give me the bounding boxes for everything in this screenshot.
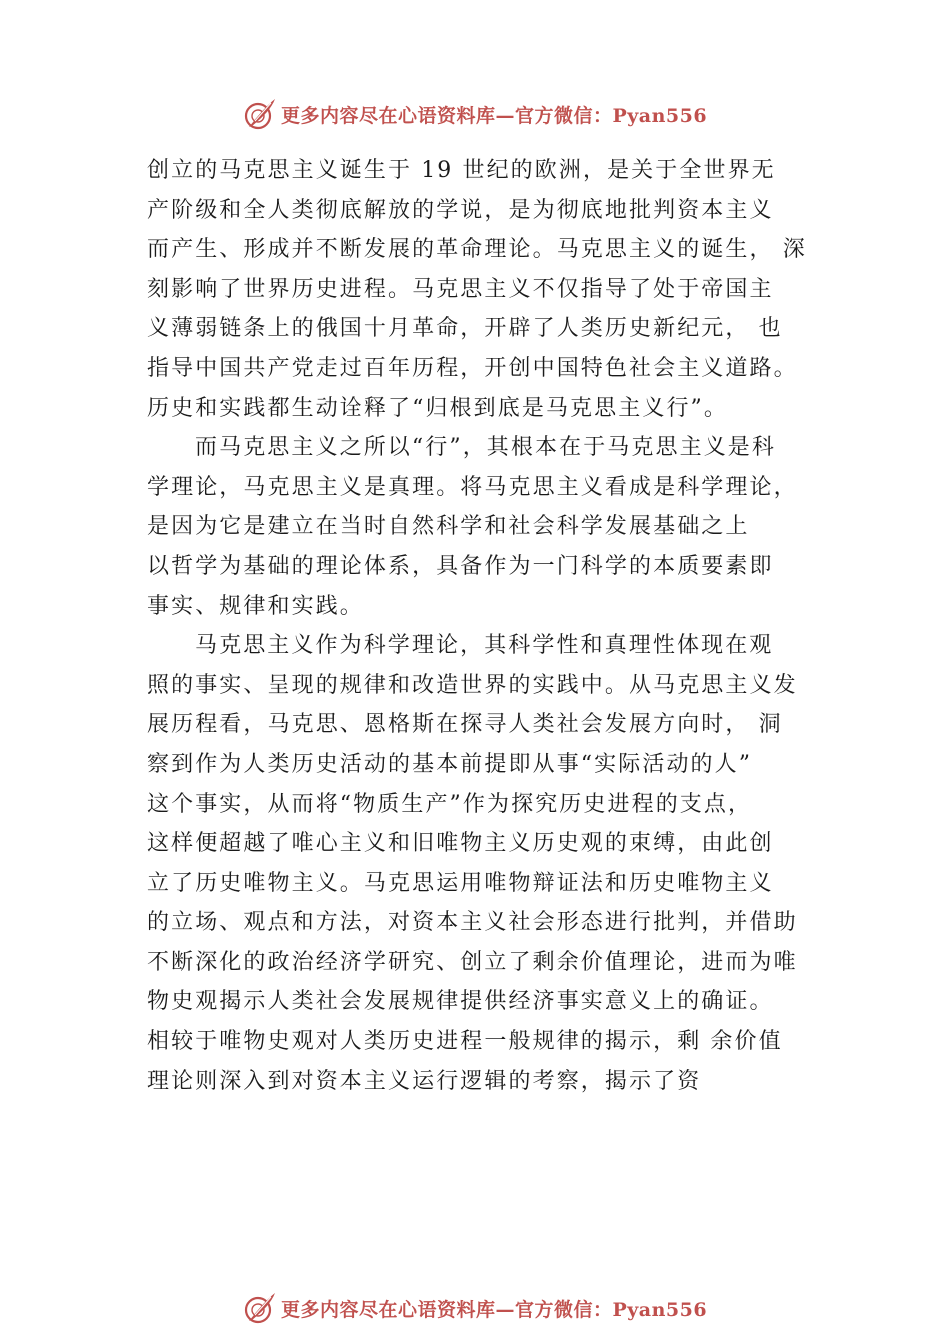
text-line: 产阶级和全人类彻底解放的学说，是为彻底地批判资本主义 xyxy=(147,197,774,223)
text-line: 而产生、形成并不断发展的革命理论。马克思主义的诞生， 深 xyxy=(147,237,807,263)
feather-quill-logo-icon xyxy=(243,1291,277,1325)
text-line: 照的事实、呈现的规律和改造世界的实践中。从马克思主义发 xyxy=(147,672,798,698)
header-banner xyxy=(0,94,950,134)
text-line: 事实、规律和实践。 xyxy=(147,593,364,619)
text-line: 以哲学为基础的理论体系，具备作为一门科学的本质要素即 xyxy=(147,553,774,579)
paragraph-start-line: 而马克思主义之所以“行”，其根本在于马克思主义是科 xyxy=(195,435,776,461)
text-line: 这样便超越了唯心主义和旧唯物主义历史观的束缚，由此创 xyxy=(147,831,774,857)
header-banner-text: 更多内容尽在心语资料库—官方微信：Pyan556 xyxy=(280,104,708,127)
footer-banner-text: 更多内容尽在心语资料库—官方微信：Pyan556 xyxy=(280,1298,708,1321)
text-line: 义薄弱链条上的俄国十月革命，开辟了人类历史新纪元， 也 xyxy=(147,316,783,342)
text-line: 相较于唯物史观对人类历史进程一般规律的揭示，剩 余价值 xyxy=(147,1029,783,1055)
text-line: 的立场、观点和方法，对资本主义社会形态进行批判，并借助 xyxy=(147,910,798,936)
text-line: 是因为它是建立在当时自然科学和社会科学发展基础之上 xyxy=(147,514,750,540)
text-line: 学理论，马克思主义是真理。将马克思主义看成是科学理论， xyxy=(147,474,798,500)
text-line: 不断深化的政治经济学研究、创立了剩余价值理论，进而为唯 xyxy=(147,949,798,975)
feather-quill-logo-icon xyxy=(243,97,277,131)
text-line: 理论则深入到对资本主义运行逻辑的考察，揭示了资 xyxy=(147,1068,702,1094)
text-line: 这个事实，从而将“物质生产”作为探究历史进程的支点， xyxy=(147,791,753,817)
text-line: 展历程看，马克思、恩格斯在探寻人类社会发展方向时， 洞 xyxy=(147,712,783,738)
text-line: 指导中国共产党走过百年历程，开创中国特色社会主义道路。 xyxy=(147,355,798,381)
document-body xyxy=(147,151,827,1101)
text-line: 立了历史唯物主义。马克思运用唯物辩证法和历史唯物主义 xyxy=(147,870,774,896)
paragraph-start-line: 马克思主义作为科学理论，其科学性和真理性体现在观 xyxy=(195,633,774,659)
text-line: 刻影响了世界历史进程。马克思主义不仅指导了处于帝国主 xyxy=(147,276,774,302)
text-line: 创立的马克思主义诞生于 19 世纪的欧洲，是关于全世界无 xyxy=(147,158,776,183)
text-line: 察到作为人类历史活动的基本前提即从事“实际活动的人” xyxy=(147,751,753,777)
text-line: 历史和实践都生动诠释了“归根到底是马克思主义行”。 xyxy=(147,395,728,421)
text-line: 物史观揭示人类社会发展规律提供经济事实意义上的确证。 xyxy=(147,989,774,1015)
footer-banner xyxy=(0,1288,950,1328)
